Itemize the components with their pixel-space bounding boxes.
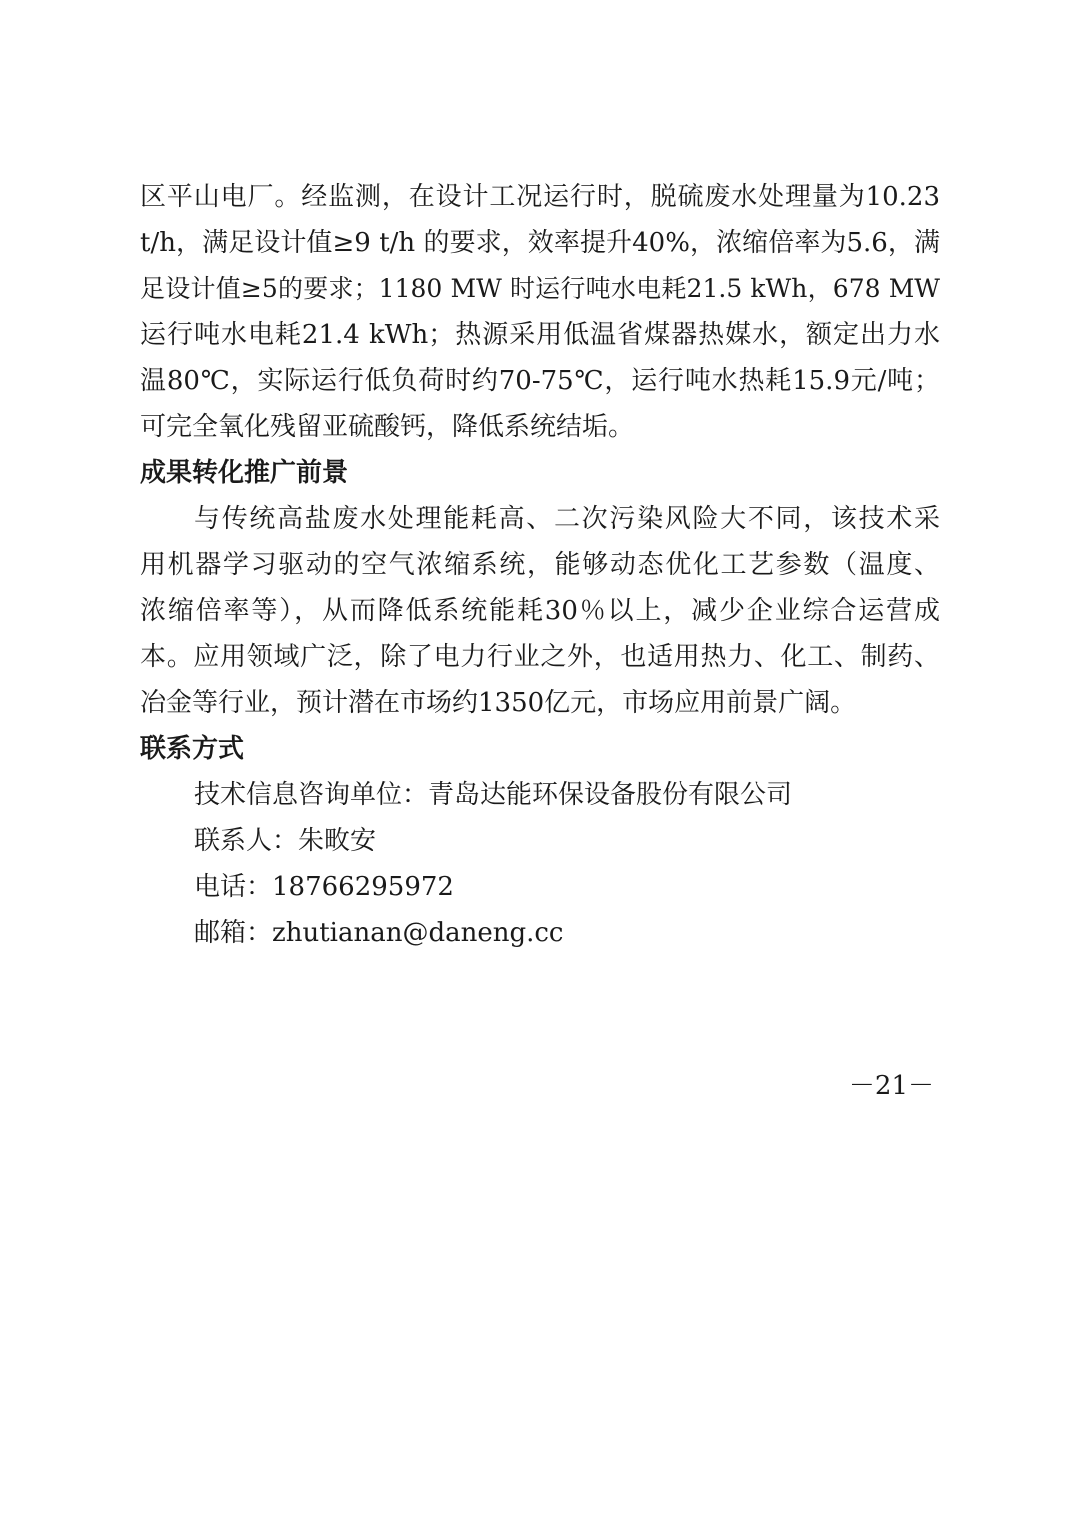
contact-unit: 技术信息咨询单位：青岛达能环保设备股份有限公司: [194, 780, 793, 810]
paragraph-line: 冶金等行业，预计潜在市场约1350亿元，市场应用前景广阔。: [140, 688, 857, 718]
contact-person: 联系人：朱畋安: [194, 826, 377, 856]
contact-phone: 电话：18766295972: [194, 872, 454, 902]
paragraph-line: 用机器学习驱动的空气浓缩系统，能够动态优化工艺参数（温度、: [140, 550, 940, 580]
page-number: －21－: [848, 1071, 934, 1101]
section-heading-prospects: 成果转化推广前景: [140, 458, 349, 488]
paragraph-line: 可完全氧化残留亚硫酸钙，降低系统结垢。: [140, 412, 635, 442]
paragraph-line: t/h，满足设计值≥9 t/h 的要求，效率提升40%，浓缩倍率为5.6，满: [140, 228, 940, 258]
paragraph-line: 浓缩倍率等），从而降低系统能耗30％以上，减少企业综合运营成: [140, 596, 940, 626]
contact-email: 邮箱：zhutianan@daneng.cc: [194, 918, 564, 948]
section-heading-contact: 联系方式: [140, 734, 245, 764]
paragraph-line: 运行吨水电耗21.4 kWh；热源采用低温省煤器热媒水，额定出力水: [140, 320, 940, 350]
paragraph-line: 与传统高盐废水处理能耗高、二次污染风险大不同，该技术采: [194, 504, 940, 534]
paragraph-line: 温80℃，实际运行低负荷时约70-75℃，运行吨水热耗15.9元/吨；: [140, 366, 940, 396]
paragraph-line: 区平山电厂。经监测，在设计工况运行时，脱硫废水处理量为10.23: [140, 182, 940, 212]
paragraph-line: 足设计值≥5的要求；1180 MW 时运行吨水电耗21.5 kWh，678 MW: [140, 274, 940, 303]
paragraph-line: 本。应用领域广泛，除了电力行业之外，也适用热力、化工、制药、: [140, 642, 940, 672]
